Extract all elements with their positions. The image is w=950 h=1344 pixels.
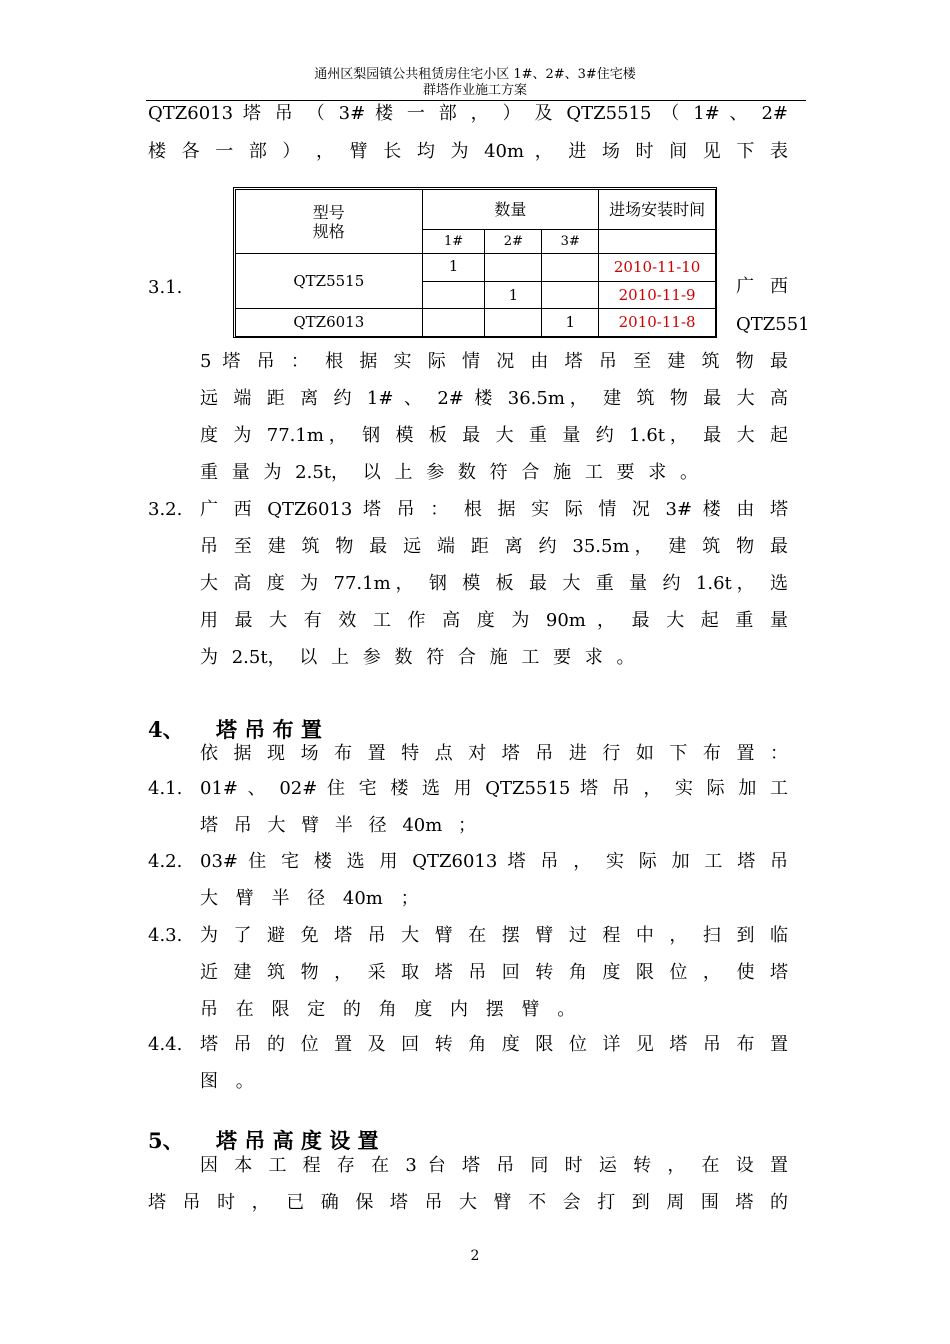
section-3-1-line-4: 重 量 为 2.5t， 以 上 参 数 符 合 施 工 要 求 。 xyxy=(200,462,698,483)
section-4-2-number: 4.2. xyxy=(148,851,183,872)
section-4-4-line-1: 塔 吊 的 位 置 及 回 转 角 度 限 位 详 见 塔 吊 布 置 xyxy=(200,1034,788,1055)
section-4-1-number: 4.1. xyxy=(148,778,183,799)
table-header-install-time: 进场安装时间 xyxy=(599,190,716,230)
section-5-line-2: 塔 吊 时 ， 已 确 保 塔 吊 大 臂 不 会 打 到 周 围 塔 的 xyxy=(148,1192,788,1213)
table-subheader-1: 1# xyxy=(422,230,485,254)
table-header-quantity: 数量 xyxy=(422,190,599,230)
table-cell-date: 2010-11-9 xyxy=(599,282,716,309)
table-row xyxy=(236,254,716,282)
table-cell-q1: 1 xyxy=(422,254,485,282)
section-3-2-number: 3.2. xyxy=(148,499,183,520)
section-3-1-side-text-1: 广 西 xyxy=(736,276,788,297)
section-4-3-number: 4.3. xyxy=(148,925,183,946)
table-subheader-blank xyxy=(599,230,716,254)
section-5-line-1: 因 本 工 程 存 在 3 台 塔 吊 同 时 运 转 ， 在 设 置 xyxy=(200,1155,788,1176)
intro-line-1: QTZ6013 塔 吊 （ 3# 楼 一 部 ， ） 及 QTZ5515 （ 1# 、 2# xyxy=(148,103,788,124)
section-4-1-line-2: 塔 吊 大 臂 半 径 40m ； xyxy=(200,815,477,836)
table-cell-q3: 1 xyxy=(542,309,599,337)
section-4-3-line-3: 吊 在 限 定 的 角 度 内 摆 臂 。 xyxy=(200,999,576,1020)
section-4-1-line-1: 01# 、 02# 住 宅 楼 选 用 QTZ5515 塔 吊 ， 实 际 加 工 xyxy=(200,778,788,799)
table-cell-model: QTZ6013 xyxy=(236,309,423,337)
table-cell-q3 xyxy=(542,282,599,309)
section-3-1-side-text-2: QTZ551 xyxy=(736,314,810,335)
table-cell-q2: 1 xyxy=(485,282,542,309)
table-cell-date: 2010-11-8 xyxy=(599,309,716,337)
header-rule xyxy=(146,100,806,101)
section-4-2-line-1: 03# 住 宅 楼 选 用 QTZ6013 塔 吊 ， 实 际 加 工 塔 吊 xyxy=(200,851,788,872)
section-3-1-line-2: 远 端 距 离 约 1# 、 2# 楼 36.5m， 建 筑 物 最 大 高 xyxy=(200,388,788,409)
section-4-3-line-1: 为 了 避 免 塔 吊 大 臂 在 摆 臂 过 程 中 ， 扫 到 临 xyxy=(200,925,788,946)
section-3-1-number: 3.1. xyxy=(148,277,183,298)
section-3-2-line-5: 为 2.5t， 以 上 参 数 符 合 施 工 要 求 。 xyxy=(200,647,635,668)
page-number: 2 xyxy=(470,1248,480,1264)
section-3-2-line-3: 大 高 度 为 77.1m， 钢 模 板 最 大 重 量 约 1.6t， 选 xyxy=(200,573,788,594)
table-cell-q2 xyxy=(485,309,542,337)
table-cell-q1 xyxy=(422,309,485,337)
table-cell-date: 2010-11-10 xyxy=(599,254,716,282)
table-header-model: 型号 规格 xyxy=(236,190,423,254)
section-4-2-line-2: 大 臂 半 径 40m ； xyxy=(200,888,419,909)
table-row xyxy=(236,309,716,337)
section-4-heading xyxy=(148,718,322,742)
doc-header-subtitle: 群塔作业施工方案 xyxy=(422,83,527,98)
intro-line-2: 楼 各 一 部 ） ， 臂 长 均 为 40m ， 进 场 时 间 见 下 表 xyxy=(148,141,788,162)
section-5-heading xyxy=(148,1129,379,1153)
section-3-2-line-2: 吊 至 建 筑 物 最 远 端 距 离 约 35.5m， 建 筑 物 最 xyxy=(200,536,788,557)
doc-header-title: 通州区梨园镇公共租赁房住宅小区 1#、2#、3#住宅楼 xyxy=(314,67,636,82)
section-4-3-line-2: 近 建 筑 物 ， 采 取 塔 吊 回 转 角 度 限 位 ， 使 塔 xyxy=(200,962,788,983)
section-3-1-line-1: 5 塔 吊 ： 根 据 实 际 情 况 由 塔 吊 至 建 筑 物 最 xyxy=(200,351,788,372)
section-4-intro: 依 据 现 场 布 置 特 点 对 塔 吊 进 行 如 下 布 置 ： xyxy=(200,743,788,764)
section-4-4-line-2: 图 。 xyxy=(200,1071,254,1092)
table-subheader-3: 3# xyxy=(542,230,599,254)
section-3-1-line-3: 度 为 77.1m， 钢 模 板 最 大 重 量 约 1.6t， 最 大 起 xyxy=(200,425,788,446)
table-subheader-2: 2# xyxy=(485,230,542,254)
section-4-4-number: 4.4. xyxy=(148,1034,183,1055)
section-3-2-line-4: 用 最 大 有 效 工 作 高 度 为 90m ， 最 大 起 重 量 xyxy=(200,610,788,631)
crane-schedule-table xyxy=(235,189,716,337)
section-5-number: 5、 xyxy=(148,1128,184,1153)
section-4-number: 4、 xyxy=(148,717,184,742)
table-cell-model: QTZ5515 xyxy=(236,254,423,309)
section-3-2-line-1: 广 西 QTZ6013 塔 吊 ： 根 据 实 际 情 况 3# 楼 由 塔 xyxy=(200,499,788,520)
section-5-title: 塔 吊 高 度 设 置 xyxy=(216,1128,379,1153)
table-cell-q3 xyxy=(542,254,599,282)
table-cell-q2 xyxy=(485,254,542,282)
section-4-title: 塔 吊 布 置 xyxy=(216,717,322,742)
table-cell-q1 xyxy=(422,282,485,309)
